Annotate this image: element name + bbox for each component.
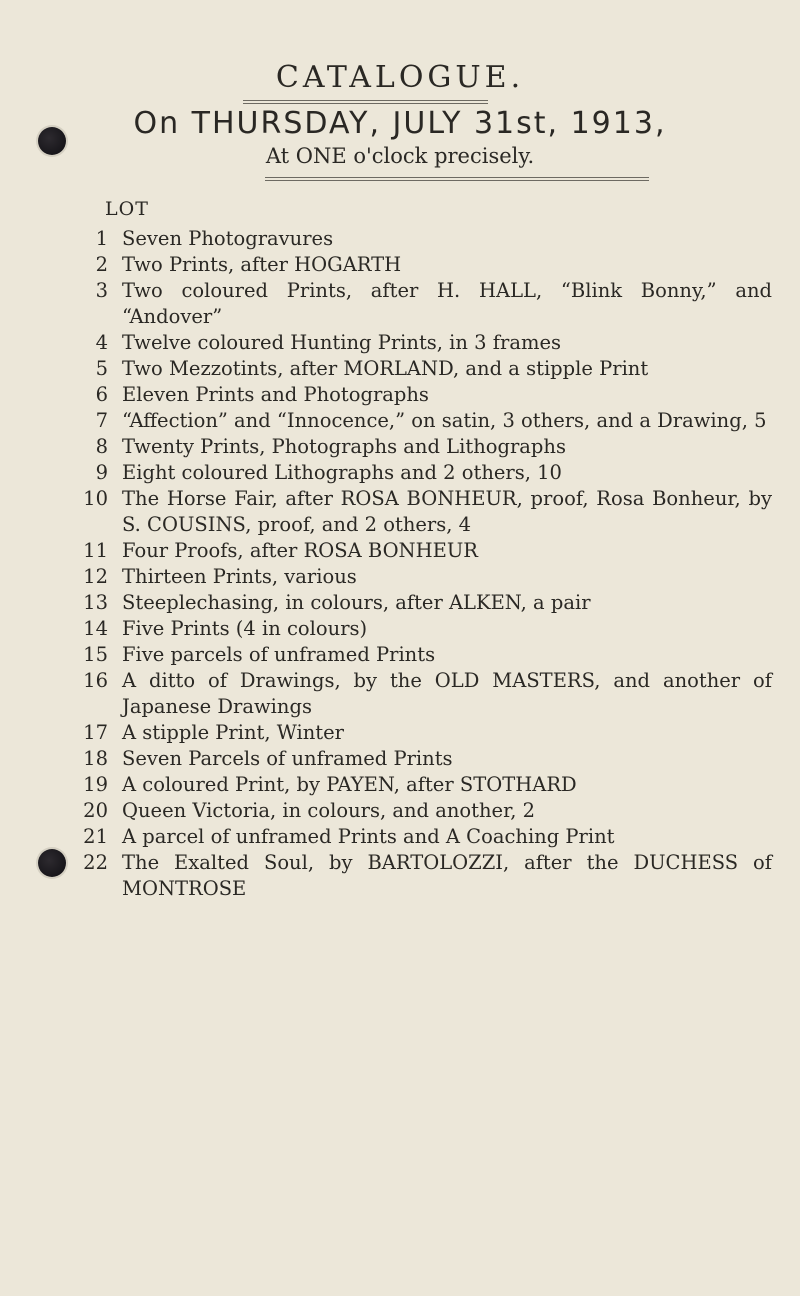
header-rule-double xyxy=(265,180,649,181)
list-item xyxy=(0,460,800,486)
lot-number: 12 xyxy=(83,565,108,588)
lot-description: Eight coloured Lithographs and 2 others, 10 xyxy=(122,461,562,484)
list-item xyxy=(0,798,800,824)
lot-number: 13 xyxy=(83,591,108,614)
list-item xyxy=(0,356,800,382)
lot-number: 10 xyxy=(83,487,108,510)
lot-description: Two coloured Prints, after H. HALL, “Blink Bonny,” and “Andover” xyxy=(122,279,772,328)
title-rule xyxy=(243,100,488,101)
lot-description: Four Proofs, after ROSA BONHEUR xyxy=(122,539,478,562)
lot-number: 18 xyxy=(83,747,108,770)
list-item xyxy=(0,226,800,252)
lot-number: 19 xyxy=(83,773,108,796)
sale-time: At ONE o'clock precisely. xyxy=(265,144,535,168)
lot-description: The Exalted Soul, by BARTOLOZZI, after the DUCHESS of MONTROSE xyxy=(122,851,772,900)
lot-description: “Affection” and “Innocence,” on satin, 3 others, and a Drawing, 5 xyxy=(122,409,767,432)
lot-list xyxy=(0,226,800,902)
list-item xyxy=(0,252,800,278)
list-item xyxy=(0,330,800,356)
list-item xyxy=(0,850,800,902)
lot-description: A ditto of Drawings, by the OLD MASTERS, and another of Japanese Drawings xyxy=(122,669,772,718)
lot-number: 8 xyxy=(95,435,108,458)
header-rule xyxy=(265,177,649,178)
list-item xyxy=(0,668,800,720)
lot-number: 1 xyxy=(95,227,108,250)
lot-description: Thirteen Prints, various xyxy=(122,565,357,588)
lot-description: Five parcels of unframed Prints xyxy=(122,643,436,666)
list-item xyxy=(0,772,800,798)
lot-number: 22 xyxy=(83,851,108,874)
lot-description: Queen Victoria, in colours, and another, 2 xyxy=(122,799,536,822)
lot-description: Two Prints, after HOGARTH xyxy=(122,253,402,276)
lot-number: 20 xyxy=(83,799,108,822)
list-item xyxy=(0,590,800,616)
lot-number: 5 xyxy=(95,357,108,380)
lot-description: Seven Photogravures xyxy=(122,227,334,250)
lot-number: 21 xyxy=(83,825,108,848)
lot-number: 11 xyxy=(83,539,108,562)
lot-description: Seven Parcels of unframed Prints xyxy=(122,747,453,770)
lot-description: The Horse Fair, after ROSA BONHEUR, proof, Rosa Bonheur, by S. COUSINS, proof, and 2 others, 4 xyxy=(122,487,772,536)
lot-number: 9 xyxy=(95,461,108,484)
lot-description: Steeplechasing, in colours, after ALKEN, a pair xyxy=(122,591,591,614)
lot-number: 6 xyxy=(95,383,108,406)
list-item xyxy=(0,408,800,434)
lot-description: Two Mezzotints, after MORLAND, and a stipple Print xyxy=(122,357,649,380)
lot-description: A coloured Print, by PAYEN, after STOTHARD xyxy=(122,773,577,796)
lot-number: 15 xyxy=(83,643,108,666)
title-rule-double xyxy=(243,103,488,104)
list-item xyxy=(0,564,800,590)
list-item xyxy=(0,486,800,538)
list-item xyxy=(0,746,800,772)
lot-number: 7 xyxy=(95,409,108,432)
list-item xyxy=(0,278,800,330)
lot-description: Eleven Prints and Photographs xyxy=(122,383,429,406)
lot-description: Twenty Prints, Photographs and Lithographs xyxy=(122,435,566,458)
lot-number: 4 xyxy=(95,331,108,354)
list-item xyxy=(0,616,800,642)
lot-description: Five Prints (4 in colours) xyxy=(122,617,368,640)
lot-number: 2 xyxy=(95,253,108,276)
lot-description: Twelve coloured Hunting Prints, in 3 frames xyxy=(122,331,561,354)
lot-number: 3 xyxy=(95,279,108,302)
sale-date: On THURSDAY, JULY 31st, 1913, xyxy=(133,106,667,141)
list-item xyxy=(0,642,800,668)
list-item xyxy=(0,434,800,460)
list-item xyxy=(0,720,800,746)
lot-description: A parcel of unframed Prints and A Coaching Print xyxy=(122,825,615,848)
lot-number: 14 xyxy=(83,617,108,640)
list-item xyxy=(0,824,800,850)
lot-description: A stipple Print, Winter xyxy=(122,721,344,744)
page-title: CATALOGUE. xyxy=(275,60,525,95)
lot-column-header: LOT xyxy=(105,198,149,220)
list-item xyxy=(0,382,800,408)
lot-number: 17 xyxy=(83,721,108,744)
lot-number: 16 xyxy=(83,669,108,692)
list-item xyxy=(0,538,800,564)
